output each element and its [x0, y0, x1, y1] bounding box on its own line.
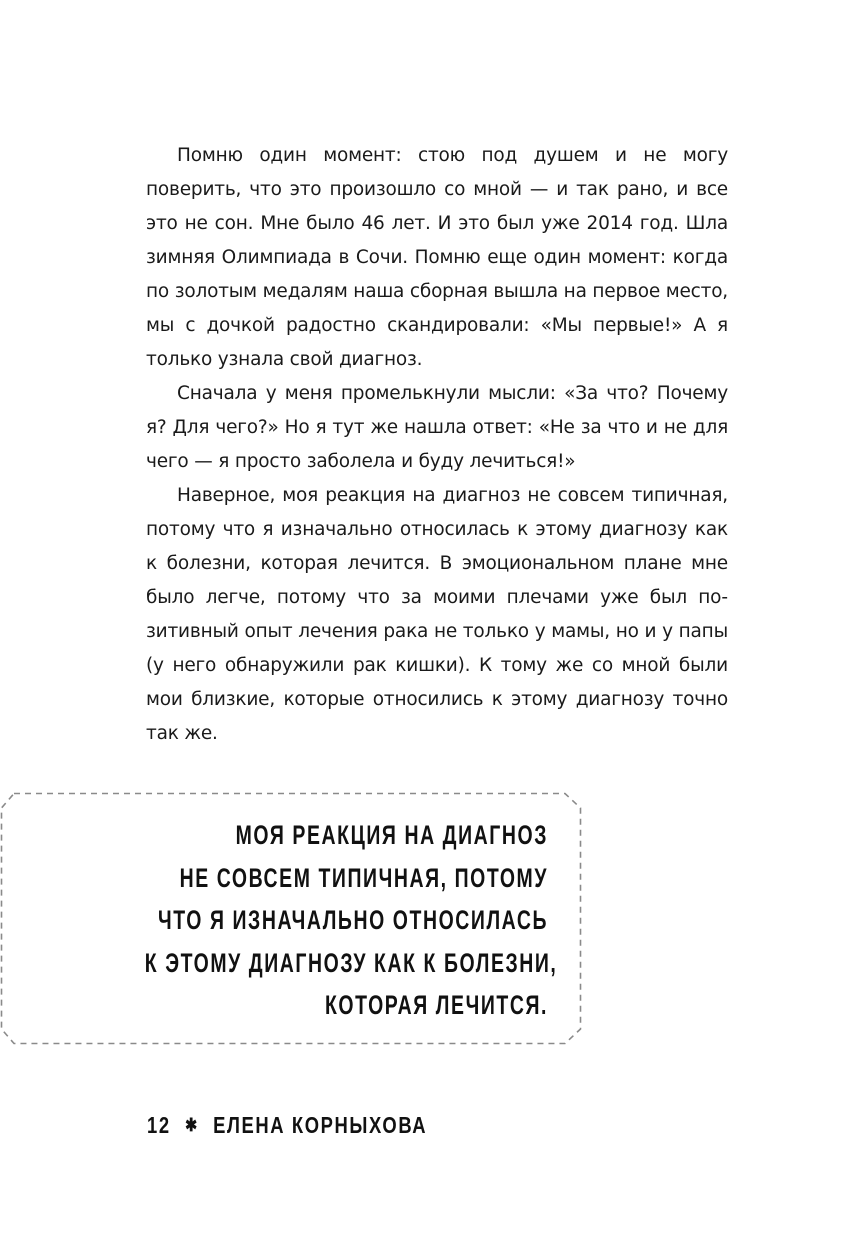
star-icon: ✱ — [185, 1115, 199, 1135]
paragraph: Сначала у меня промелькнули мысли: «За что? Почему я? Для чего?» Но я тут же нашла ответ: «Не за что и не для чего — я просто заболела и буду лечиться!» — [146, 383, 728, 472]
page-footer — [147, 1112, 427, 1139]
pull-quote-text — [144, 814, 558, 1027]
pull-quote-line: МОЯ РЕАКЦИЯ НА ДИАГНОЗ — [235, 820, 548, 850]
pull-quote-box — [0, 792, 582, 1045]
pull-quote-line: КОТОРАЯ ЛЕЧИТСЯ. — [324, 990, 548, 1020]
pull-quote-line: НЕ СОВСЕМ ТИПИЧНАЯ, ПОТОМУ — [179, 862, 548, 893]
paragraph: Наверное, моя реакция на диагноз не совсем типичная, потому что я изначально относилась к этому диагнозу как к болезни, которая лечится. В эмоциональном плане мне было легче, потому что за моими плечами уже был позитивный опыт лечения рака не только у мамы, но и у папы (у него обнаружили рак кишки). К тому же со мной были мои близкие, которые относились к этому диагнозу точно так же. — [146, 485, 728, 744]
pull-quote-line: ЧТО Я ИЗНАЧАЛЬНО ОТНОСИЛАСЬ — [158, 905, 548, 935]
body-text — [146, 139, 728, 751]
page-number: 12 — [147, 1112, 171, 1138]
pull-quote-line: К ЭТОМУ ДИАГНОЗУ КАК К БОЛЕЗНИ, — [144, 947, 558, 978]
paragraph: Помню один момент: стою под душем и не могу поверить, что это произошло со мной — и так рано, и все это не сон. Мне было 46 лет. И это был уже 2014 год. Шла зимняя Олимпиада в Сочи. Помню еще один момент: когда по золотым медалям наша сборная вышла на первое место, мы с дочкой радостно скандировали: «Мы первые!» А я только узнала свой диагноз. — [146, 145, 728, 370]
author-name: ЕЛЕНА КОРНЫХОВА — [213, 1112, 428, 1138]
